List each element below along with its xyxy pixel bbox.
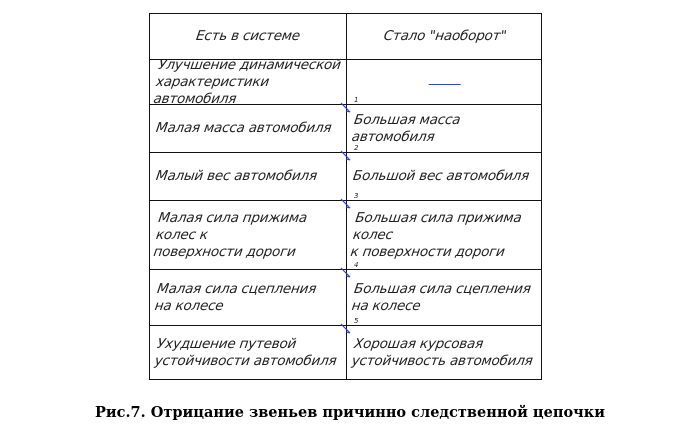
connector-marker-5 [340,317,362,337]
connector-number: 2 [354,144,359,152]
row-0-left-line-2: характеристики автомобиля [152,73,271,107]
connector-number: 5 [354,317,359,325]
table-grid [150,14,541,379]
connector-number: 1 [354,96,359,104]
row-3-right-cell [342,201,548,269]
row-1-right-cell: Большая масса автомобиля [350,111,462,145]
connector-marker-2 [340,144,362,164]
row-3-right-line-2: к поверхности дороги [349,243,506,260]
figure-caption: Рис.7. Отрицание звеньев причинно следственной цепочки [95,404,605,421]
row-5-left-cell [146,326,349,379]
connector-marker-1 [340,96,362,116]
row-4-left-line-1: Малая сила сцепления [156,280,318,297]
empty-dash-line [429,84,461,85]
row-2-left-cell: Малый вес автомобиля [154,168,319,184]
row-4-right-line-2: на колесе [350,297,422,314]
connector-arrow-icon [340,323,354,335]
connector-number: 3 [354,192,359,200]
row-3-left-cell [145,201,351,269]
row-5-right-cell [343,326,546,379]
connector-arrow-icon [340,102,354,114]
connector-marker-3 [340,192,362,212]
row-4-left-cell [146,270,350,325]
row-3-right-line-1: Большая сила прижима колес [351,209,523,243]
header-cell-right: Стало "наоборот" [382,28,508,44]
row-1-left-cell: Малая масса автомобиля [154,120,333,136]
row-4-left-line-2: на колесе [153,297,225,314]
negation-table [149,13,542,380]
connector-number: 4 [354,261,359,269]
row-0-left-cell [147,56,349,107]
row-5-left-line-1: Ухудшение путевой [156,335,298,352]
connector-arrow-icon [340,267,354,279]
row-4-right-cell [343,270,547,325]
row-4-right-line-1: Большая сила сцепления [353,280,532,297]
row-2-right-cell: Большой вес автомобиля [351,168,531,184]
connector-arrow-icon [340,150,354,162]
row-3-left-line-1: Малая сила прижима колес к [154,209,309,243]
row-3-left-line-2: поверхности дороги [152,243,297,260]
row-0-right-cell [344,60,546,104]
row-5-right-line-2: устойчивость автомобиля [350,352,534,369]
row-5-left-line-2: устойчивости автомобиля [153,352,338,369]
row-0-left-line-1: Улучшение динамической [157,56,342,73]
header-cell-left: Есть в системе [195,28,302,44]
connector-arrow-icon [340,198,354,210]
connector-marker-4 [340,261,362,281]
row-5-right-line-1: Хорошая курсовая [353,335,485,352]
